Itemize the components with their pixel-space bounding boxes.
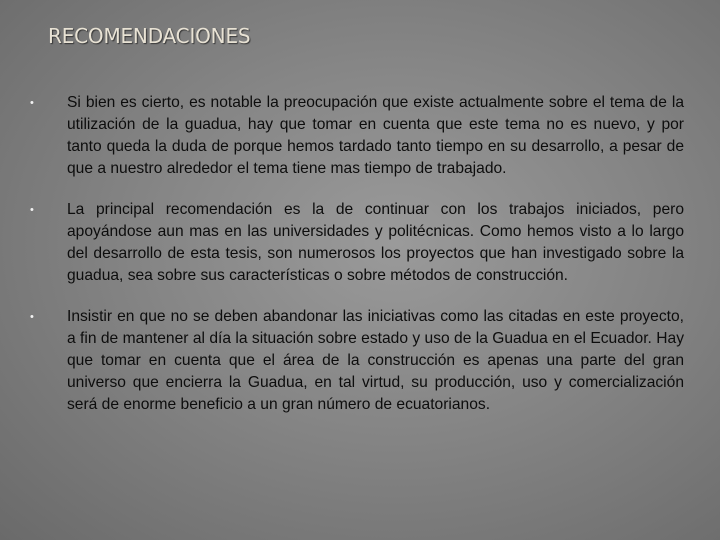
- bullet-dot-icon: •: [30, 311, 34, 323]
- bullet-text-3: Insistir en que no se deben abandonar las iniciativas como las citadas en este proyecto, a fin de mantener al día la situación sobre estado y uso de la Guadua en el Ecuador. Hay que tomar en cuenta que el área de la construcción es apenas una parte del gran universo que encierra la Guadua, en tal virtud, su producción, uso y comercialización será de enorme beneficio a un gran número de ecuatorianos.: [67, 308, 684, 413]
- slide-title: RECOMENDACIONES: [48, 24, 251, 48]
- bullet-text-2: La principal recomendación es la de continuar con los trabajos iniciados, pero apoyándose aun mas en las universidades y politécnicas. Como hemos visto a lo largo del desarrollo de esta tesis, son numerosos los proyectos que han investigado sobre la guadua, sea sobre sus características o sobre métodos de construcción.: [67, 201, 684, 284]
- bullet-dot-icon: •: [30, 97, 34, 109]
- bullet-item-2: [30, 199, 684, 287]
- bullet-text-1: Si bien es cierto, es notable la preocupación que existe actualmente sobre el tema de la utilización de la guadua, hay que tomar en cuenta que este tema no es nuevo, y por tanto queda la duda de porque hemos tardado tanto tiempo en su desarrollo, a pesar de que a nuestro alrededor el tema tiene mas tiempo de trabajado.: [67, 94, 684, 177]
- bullet-list: [30, 92, 684, 435]
- bullet-item-3: [30, 306, 684, 416]
- bullet-item-1: [30, 92, 684, 180]
- bullet-dot-icon: •: [30, 204, 34, 216]
